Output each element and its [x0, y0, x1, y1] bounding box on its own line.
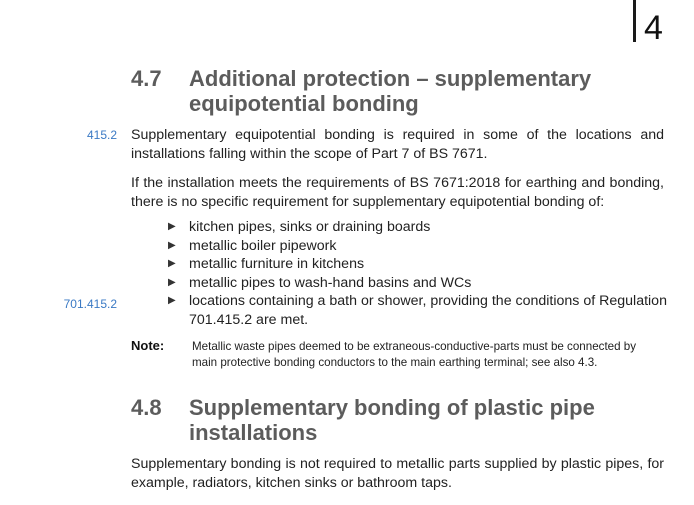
margin-reference: 415.2 [86, 128, 117, 142]
section-number: 4.7 [131, 66, 162, 91]
note-label: Note: [131, 338, 165, 353]
list-item [168, 218, 668, 237]
triangle-bullet-icon: ▶ [168, 239, 176, 251]
section-title: Additional protection – supplementary equipotential bonding [189, 66, 592, 116]
list-item [168, 237, 668, 256]
list-item [168, 292, 668, 329]
triangle-bullet-icon: ▶ [168, 221, 176, 232]
list-item-text: metallic pipes to wash-hand basins and WCs [189, 274, 472, 291]
list-item-text: metallic boiler pipework [189, 237, 337, 254]
section-title: Supplementary bonding of plastic pipe installations [189, 395, 595, 445]
triangle-bullet-icon: ▶ [168, 295, 176, 306]
page-number-rule [633, 0, 636, 42]
list-item-text: kitchen pipes, sinks or draining boards [189, 219, 431, 235]
list-item [168, 274, 668, 293]
triangle-bullet-icon: ▶ [168, 258, 176, 269]
page-number: 4 [644, 9, 663, 47]
list-item-text: locations containing a bath or shower, providing the conditions of Regulation 701.415.2 are met. [189, 293, 667, 328]
margin-reference: 701.415.2 [63, 297, 117, 311]
paragraph: If the installation meets the requirements of BS 7671:2018 for earthing and bonding, there is no specific requirement for supplementary equipotential bonding of: [131, 175, 664, 210]
list-item-text: metallic furniture in kitchens [189, 256, 365, 272]
triangle-bullet-icon: ▶ [168, 276, 176, 288]
bullet-list [168, 218, 668, 329]
list-item [168, 255, 668, 274]
section-number: 4.8 [131, 395, 162, 420]
paragraph: Supplementary bonding is not required to metallic parts supplied by plastic pipes, for example, radiators, kitchen sinks or bathroom taps. [131, 456, 664, 491]
note-text: Metallic waste pipes deemed to be extraneous-conductive-parts must be connected by main protective bonding conductors to the main earthing terminal; see also 4.3. [192, 340, 637, 369]
paragraph: Supplementary equipotential bonding is required in some of the locations and installations falling within the scope of Part 7 of BS 7671. [131, 127, 664, 162]
